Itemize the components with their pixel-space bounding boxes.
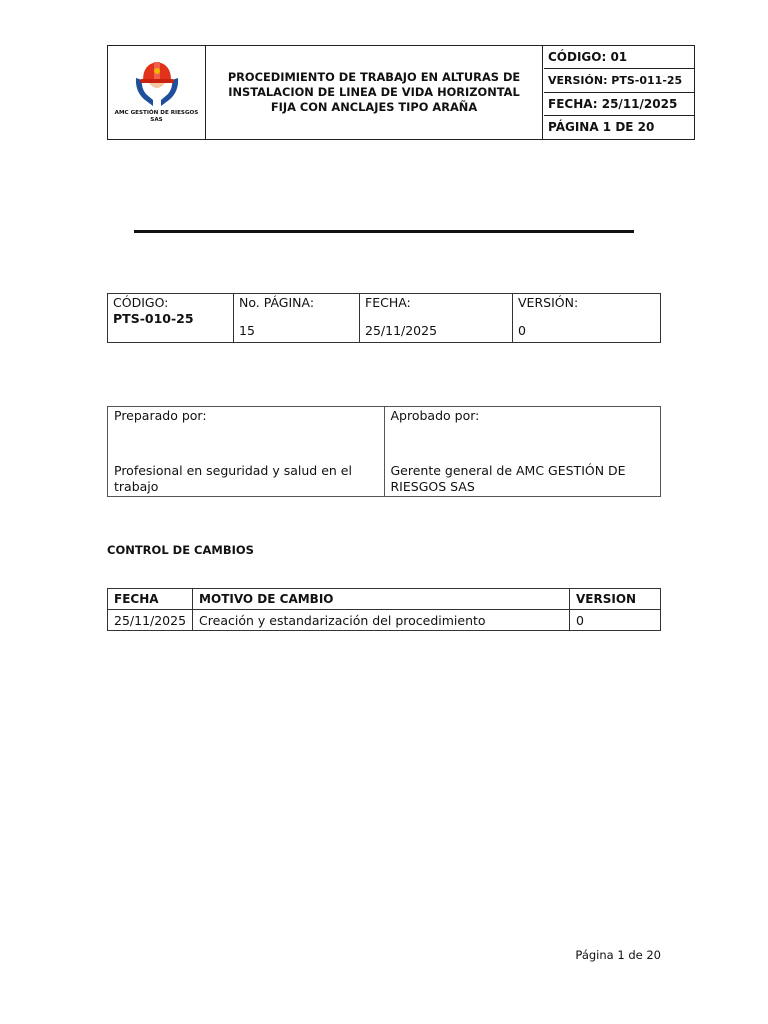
page-footer: Página 1 de 20	[575, 948, 661, 962]
code-label: CÓDIGO:	[113, 295, 169, 310]
approved-cell	[384, 407, 661, 497]
date-label: FECHA:	[365, 295, 411, 310]
header-page: PÁGINA 1 DE 20	[548, 120, 655, 135]
approvals-table	[107, 406, 661, 497]
date-cell	[360, 294, 513, 343]
version-label: VERSIÓN:	[518, 295, 579, 310]
date-value: 25/11/2025	[365, 323, 438, 338]
header-date: FECHA: 25/11/2025	[544, 93, 694, 116]
document-title: PROCEDIMIENTO DE TRABAJO EN ALTURAS DE INSTALACION DE LINEA DE VIDA HORIZONTAL FIJA CON ANCLAJES TIPO ARAÑA	[206, 46, 543, 139]
header-version: VERSION	[570, 589, 661, 610]
page-value: 15	[239, 323, 255, 338]
prepared-label: Preparado por:	[114, 408, 207, 423]
page-cell	[234, 294, 360, 343]
changes-header-row	[108, 589, 661, 610]
changes-table	[107, 588, 661, 631]
code-value: PTS-010-25	[113, 311, 194, 326]
header-version: VERSIÓN: PTS-011-25	[544, 69, 694, 92]
divider-line	[134, 230, 634, 233]
header-meta	[544, 46, 694, 139]
logo-caption: AMC GESTIÓN DE RIESGOS SAS	[114, 110, 199, 123]
row-reason: Creación y estandarización del procedimiento	[193, 610, 570, 631]
company-logo	[108, 46, 206, 139]
page-label: No. PÁGINA:	[239, 295, 315, 310]
approved-label: Aprobado por:	[390, 408, 480, 423]
code-cell	[108, 294, 234, 343]
row-date: 25/11/2025	[108, 610, 193, 631]
row-version: 0	[570, 610, 661, 631]
prepared-value: Profesional en seguridad y salud en el trabajo	[114, 463, 352, 494]
approved-value: Gerente general de AMC GESTIÓN DE RIESGOS SAS	[390, 463, 626, 494]
prepared-cell	[108, 407, 385, 497]
version-value: 0	[518, 323, 526, 338]
document-header	[107, 45, 695, 140]
header-motivo: MOTIVO DE CAMBIO	[193, 589, 570, 610]
changes-section-title: CONTROL DE CAMBIOS	[107, 543, 254, 557]
header-code: CÓDIGO: 01	[544, 46, 694, 69]
header-fecha: FECHA	[108, 589, 193, 610]
document-info-table	[107, 293, 661, 343]
helmet-hands-icon	[133, 56, 181, 110]
version-cell	[513, 294, 661, 343]
table-row	[108, 610, 661, 631]
